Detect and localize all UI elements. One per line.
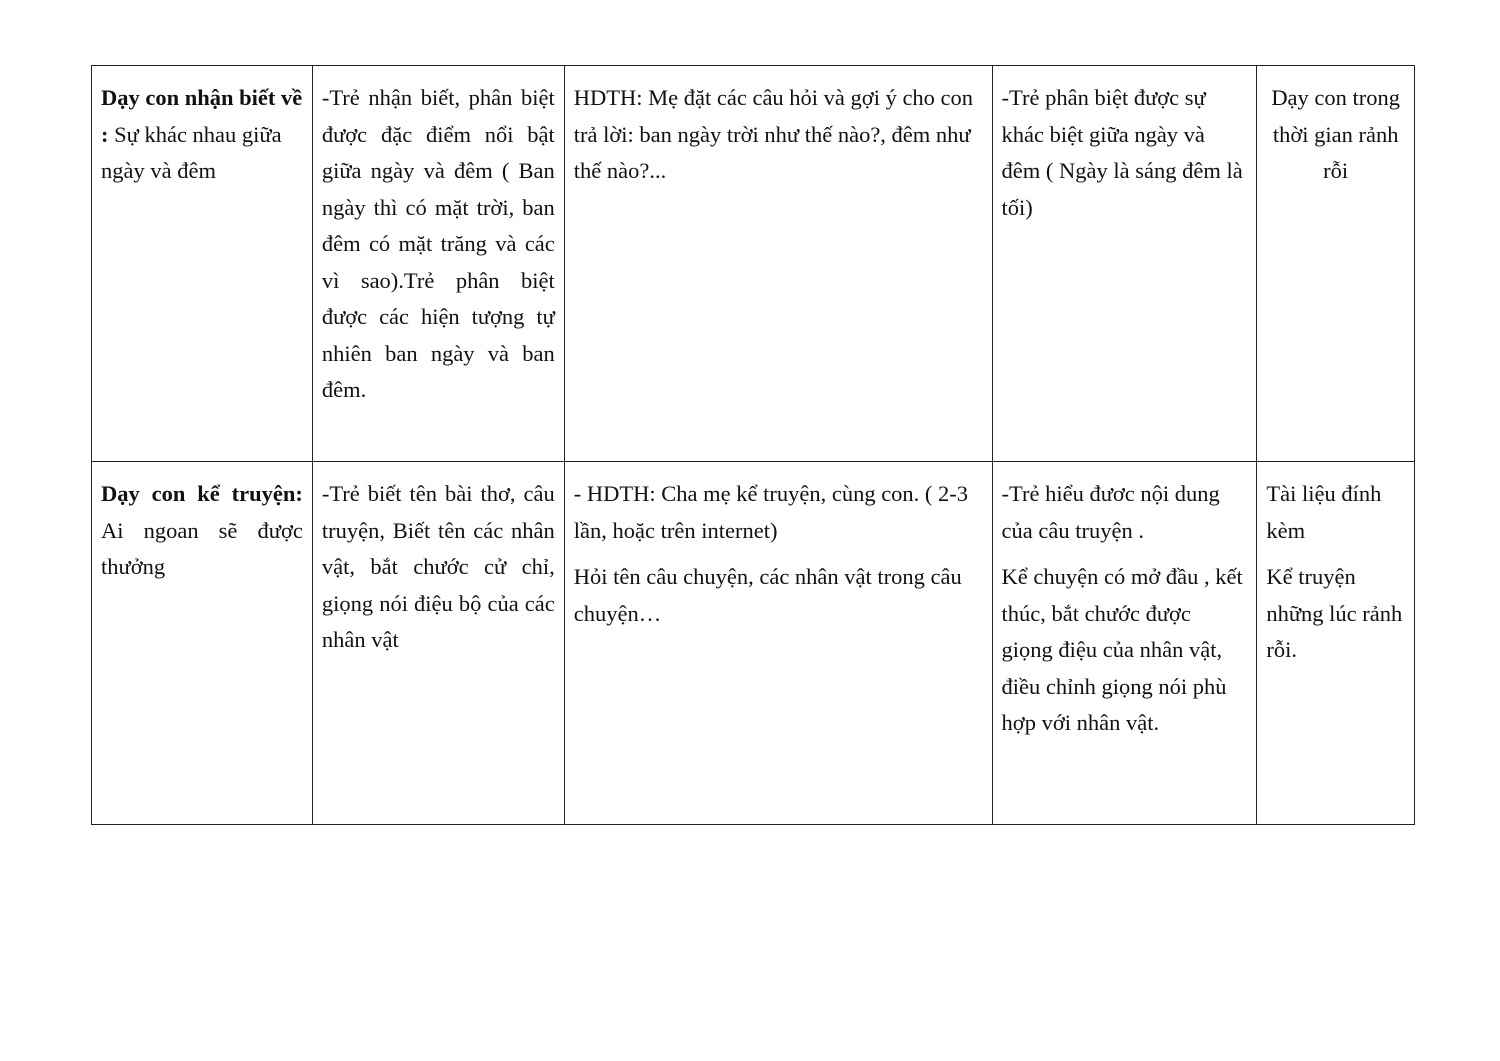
outcome-text: -Trẻ phân biệt được sự khác biệt giữa ngày và đêm ( Ngày là sáng đêm là tối) bbox=[1001, 85, 1243, 220]
outcome-text: Kể chuyện có mở đầu , kết thúc, bắt chước được giọng điệu của nhân vật, điều chỉnh giọng nói phù hợp với nhân vật. bbox=[1001, 564, 1243, 735]
activity-cell bbox=[92, 462, 313, 825]
goal-cell bbox=[312, 66, 564, 462]
goal-text: -Trẻ nhận biết, phân biệt được đặc điểm nổi bật giữa ngày và đêm ( Ban ngày thì có mặt trời, ban đêm có mặt trăng và các vì sao).Trẻ phân biệt được các hiện tượng tự nhiên ban ngày và ban đêm. bbox=[321, 85, 555, 402]
goal-text: -Trẻ biết tên bài thơ, câu truyện, Biết tên các nhân vật, bắt chước cử chỉ, giọng nói điệu bộ của các nhân vật bbox=[321, 481, 555, 652]
outcome-text: -Trẻ hiểu đươc nội dung của câu truyện . bbox=[1001, 481, 1220, 543]
table-row bbox=[92, 66, 1415, 462]
method-text: HDTH: Mẹ đặt các câu hỏi và gợi ý cho con trả lời: ban ngày trời như thế nào?, đêm như thế nào?... bbox=[573, 85, 974, 183]
method-text: - HDTH: Cha mẹ kể truyện, cùng con. ( 2-3 lần, hoặc trên internet) bbox=[573, 481, 969, 543]
lesson-plan-table bbox=[91, 65, 1415, 825]
note-cell bbox=[1257, 462, 1415, 825]
note-text: Dạy con trong thời gian rảnh rỗi bbox=[1271, 85, 1401, 183]
method-cell bbox=[564, 66, 992, 462]
outcome-cell bbox=[992, 462, 1257, 825]
activity-topic: Sự khác nhau giữa ngày và đêm bbox=[101, 121, 282, 183]
table-row bbox=[92, 462, 1415, 825]
goal-cell bbox=[312, 462, 564, 825]
note-text: Tài liệu đính kèm bbox=[1266, 481, 1382, 543]
method-cell bbox=[564, 462, 992, 825]
activity-topic: Ai ngoan sẽ được thưởng bbox=[101, 517, 303, 579]
note-text: Kể truyện những lúc rảnh rỗi. bbox=[1266, 564, 1403, 662]
activity-cell bbox=[92, 66, 313, 462]
note-cell bbox=[1257, 66, 1415, 462]
activity-title: Dạy con nhận biết về : bbox=[101, 85, 303, 147]
activity-title: Dạy con kể truyện: bbox=[101, 481, 303, 506]
outcome-cell bbox=[992, 66, 1257, 462]
method-text: Hỏi tên câu chuyện, các nhân vật trong câu chuyện… bbox=[573, 564, 962, 626]
